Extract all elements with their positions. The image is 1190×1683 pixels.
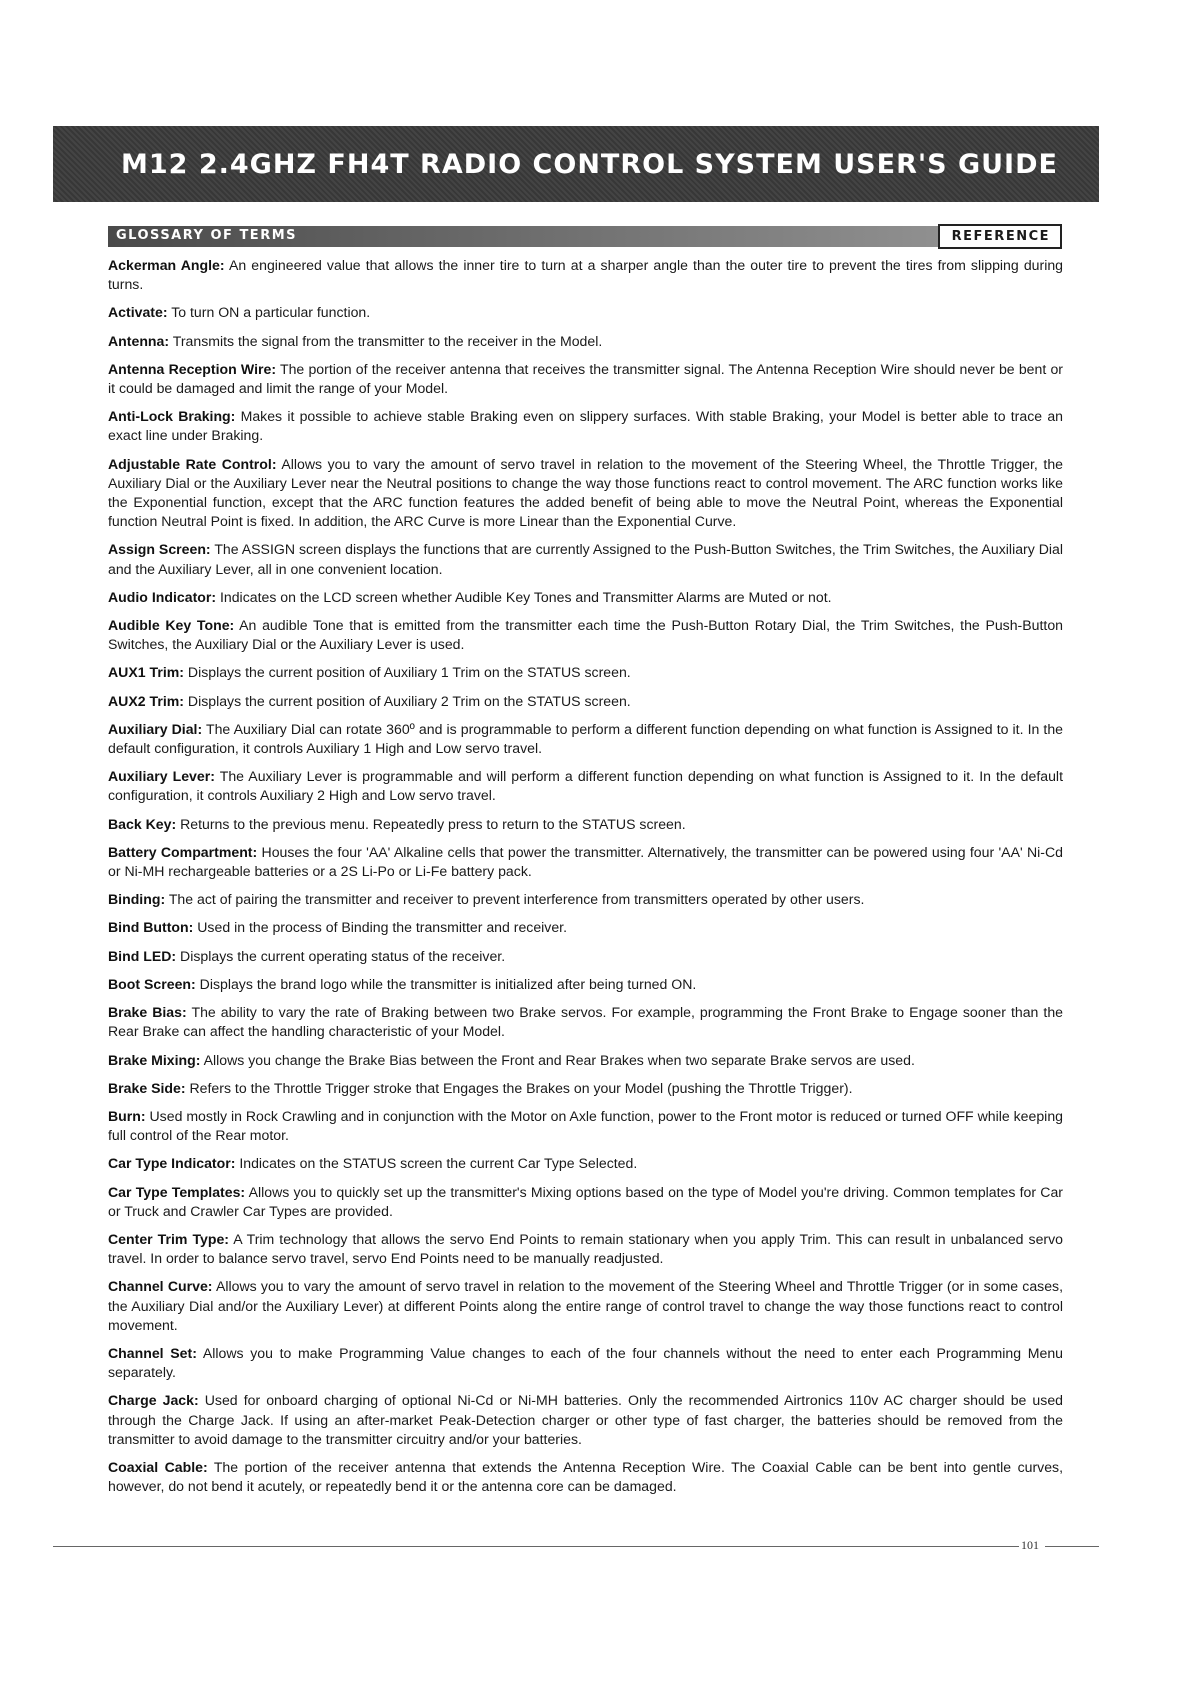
glossary-definition: To turn ON a particular function. (171, 304, 371, 321)
glossary-term: AUX2 Trim: (108, 692, 184, 709)
document-title: M12 2.4GHZ FH4T RADIO CONTROL SYSTEM USER'S GUIDE (121, 148, 1058, 180)
glossary-definition: Displays the current operating status of the receiver. (180, 947, 506, 964)
glossary-definition: Indicates on the STATUS screen the current Car Type Selected. (239, 1155, 638, 1172)
glossary-term: Ackerman Angle: (108, 257, 225, 273)
glossary-entry (108, 616, 1063, 654)
glossary-entry (108, 1277, 1063, 1335)
glossary-definition: Displays the current position of Auxiliary 2 Trim on the STATUS screen. (187, 692, 631, 709)
glossary-term: Brake Bias: (108, 1004, 187, 1021)
glossary-definition: Allows you to quickly set up the transmitter's Mixing options based on the type of Model you're driving. Common templates for Car or Truck and Crawler Car Types are provided. (108, 1183, 1063, 1219)
glossary-definition: Displays the current position of Auxiliary 1 Trim on the STATUS screen. (187, 664, 631, 681)
glossary-term: Center Trim Type: (108, 1230, 229, 1247)
glossary-term: Back Key: (108, 815, 177, 832)
glossary-definition: The portion of the receiver antenna that receives the transmitter signal. The Antenna Reception Wire should never be bent or it could be damaged and limit the range of your Model. (108, 360, 1063, 397)
glossary-term: AUX1 Trim: (108, 664, 184, 681)
glossary-term: Channel Curve: (108, 1278, 213, 1295)
glossary-entry (108, 1079, 1063, 1098)
glossary-term: Battery Compartment: (108, 843, 258, 860)
glossary-entry (108, 407, 1063, 445)
glossary-entry (108, 1458, 1063, 1496)
glossary-definition: Used for onboard charging of optional Ni-Cd or Ni-MH batteries. Only the recommended Airtronics 110v AC charger should be used through the Charge Jack. If using an after-market Peak-Detection charger or other type of fast charger, the batteries should be removed from the transmitter to avoid damage to the transmitter circuitry and/or your batteries. (108, 1392, 1063, 1447)
glossary-term: Boot Screen: (108, 975, 196, 992)
glossary-term: Assign Screen: (108, 541, 211, 558)
glossary-definition: Allows you to make Programming Value changes to each of the four channels without the need to enter each Programming Menu separately. (108, 1344, 1064, 1381)
glossary-definition: An engineered value that allows the inner tire to turn at a sharper angle than the outer tire to prevent the tires from slipping during turns. (108, 257, 1063, 293)
glossary-definition: The portion of the receiver antenna that extends the Antenna Reception Wire. The Coaxial Cable can be bent into gentle curves, however, do not bend it acutely, or repeatedly bend it or the antenna core can be damaged. (108, 1458, 1063, 1495)
glossary-term: Antenna Reception Wire: (108, 360, 277, 377)
glossary-definition: The Auxiliary Dial can rotate 360º and is programmable to perform a different function depending on what function is Assigned to it. In the default configuration, it controls Auxiliary 1 High and Low servo travel. (108, 720, 1063, 757)
glossary-term: Bind LED: (108, 947, 177, 964)
glossary-entry (108, 767, 1063, 805)
footer-rule-left (53, 1546, 1019, 1547)
glossary-entry (108, 918, 1063, 937)
glossary-term: Bind Button: (108, 919, 194, 936)
glossary-entry (108, 663, 1063, 682)
glossary-term: Anti-Lock Braking: (108, 408, 236, 425)
glossary-definition: The ASSIGN screen displays the functions that are currently Assigned to the Push-Button Switches, the Trim Switches, the Auxiliary Dial and the Auxiliary Lever, all in one convenient location. (108, 541, 1063, 577)
section-header-bar (108, 226, 1062, 247)
glossary-definition: Transmits the signal from the transmitter to the receiver in the Model. (172, 332, 603, 349)
glossary-entry (108, 890, 1063, 909)
glossary-term: Brake Side: (108, 1079, 186, 1096)
glossary-list (108, 256, 1063, 1505)
glossary-entry (108, 843, 1063, 881)
glossary-term: Car Type Templates: (108, 1183, 246, 1200)
glossary-definition: Used in the process of Binding the transmitter and receiver. (197, 919, 568, 936)
glossary-term: Antenna: (108, 332, 170, 349)
glossary-definition: Indicates on the LCD screen whether Audible Key Tones and Transmitter Alarms are Muted or not. (219, 588, 832, 605)
glossary-definition: Displays the brand logo while the transmitter is initialized after being turned ON. (199, 975, 697, 992)
glossary-term: Binding: (108, 891, 166, 908)
glossary-term: Activate: (108, 304, 168, 321)
glossary-term: Audio Indicator: (108, 588, 217, 605)
glossary-definition: Allows you to vary the amount of servo travel in relation to the movement of the Steering Wheel, the Throttle Trigger, the Auxiliary Dial or the Auxiliary Lever near the Neutral positions to change the way those functions react to control movement. The ARC function works like the Exponential function, except that the ARC function features the added benefit of being able to move the Neutral Point, whereas the Exponential function Neutral Point is fixed. In addition, the ARC Curve is more Linear than the Exponential Curve. (108, 455, 1064, 530)
glossary-definition: The act of pairing the transmitter and receiver to prevent interference from transmitters operated by other users. (168, 891, 865, 908)
glossary-entry (108, 1391, 1063, 1449)
glossary-definition: Allows you change the Brake Bias between the Front and Rear Brakes when two separate Brake servos are used. (203, 1051, 915, 1068)
glossary-entry (108, 975, 1063, 994)
glossary-term: Brake Mixing: (108, 1051, 201, 1068)
glossary-term: Adjustable Rate Control: (108, 455, 277, 472)
glossary-term: Burn: (108, 1107, 146, 1124)
glossary-definition: Allows you to vary the amount of servo travel in relation to the movement of the Steering Wheel and Throttle Trigger (or in some cases, the Auxiliary Dial and/or the Auxiliary Lever) at different Points along the entire range of control travel to change the way those functions react to control movement. (108, 1278, 1064, 1333)
title-banner (53, 126, 1099, 202)
glossary-entry (108, 1344, 1063, 1382)
glossary-term: Car Type Indicator: (108, 1155, 236, 1172)
glossary-entry (108, 1051, 1063, 1070)
glossary-entry (108, 455, 1063, 532)
footer-rule-right (1045, 1546, 1099, 1547)
glossary-entry (108, 332, 1063, 351)
glossary-definition: Houses the four 'AA' Alkaline cells that power the transmitter. Alternatively, the transmitter can be powered using four 'AA' Ni-Cd or Ni-MH rechargeable batteries or a 2S Li-Po or Li-Fe battery pack. (108, 843, 1064, 880)
reference-tag: REFERENCE (938, 224, 1062, 249)
glossary-entry (108, 1183, 1063, 1221)
glossary-term: Charge Jack: (108, 1392, 199, 1409)
glossary-entry (108, 1230, 1063, 1268)
glossary-entry (108, 1003, 1063, 1041)
glossary-entry (108, 360, 1063, 398)
glossary-definition: An audible Tone that is emitted from the transmitter each time the Push-Button Rotary Dial, the Trim Switches, the Push-Button Switches, the Auxiliary Dial or the Auxiliary Lever is used. (108, 617, 1064, 653)
section-title: GLOSSARY OF TERMS (116, 228, 297, 243)
page-number: 101 (1021, 1538, 1039, 1552)
glossary-entry (108, 303, 1063, 322)
glossary-entry (108, 1107, 1063, 1145)
glossary-definition: The Auxiliary Lever is programmable and will perform a different function depending on what function is Assigned to it. In the default configuration, it controls Auxiliary 2 High and Low servo travel. (108, 768, 1063, 804)
glossary-term: Audible Key Tone: (108, 617, 235, 634)
glossary-entry (108, 1154, 1063, 1173)
glossary-definition: A Trim technology that allows the servo End Points to remain stationary when you apply Trim. This can result in unbalanced servo travel. In order to balance servo travel, servo End Points need to be manually readjusted. (108, 1230, 1063, 1267)
glossary-definition: Refers to the Throttle Trigger stroke that Engages the Brakes on your Model (pushing the Throttle Trigger). (189, 1079, 853, 1096)
glossary-term: Channel Set: (108, 1344, 197, 1361)
glossary-term: Auxiliary Lever: (108, 768, 215, 785)
glossary-entry (108, 588, 1063, 607)
glossary-entry (108, 256, 1063, 294)
glossary-definition: The ability to vary the rate of Braking between two Brake servos. For example, programming the Front Brake to Engage sooner than the Rear Brake can affect the handling characteristic of your Model. (108, 1004, 1064, 1040)
glossary-entry (108, 815, 1063, 834)
glossary-term: Coaxial Cable: (108, 1458, 208, 1475)
glossary-entry (108, 692, 1063, 711)
glossary-definition: Used mostly in Rock Crawling and in conjunction with the Motor on Axle function, power to the Front motor is reduced or turned OFF while keeping full control of the Rear motor. (108, 1107, 1063, 1144)
glossary-entry (108, 720, 1063, 758)
glossary-entry (108, 540, 1063, 578)
glossary-definition: Makes it possible to achieve stable Braking even on slippery surfaces. With stable Braking, your Model is better able to trace an exact line under Braking. (108, 408, 1063, 444)
glossary-entry (108, 947, 1063, 966)
glossary-definition: Returns to the previous menu. Repeatedly press to return to the STATUS screen. (180, 815, 686, 832)
glossary-term: Auxiliary Dial: (108, 720, 203, 737)
